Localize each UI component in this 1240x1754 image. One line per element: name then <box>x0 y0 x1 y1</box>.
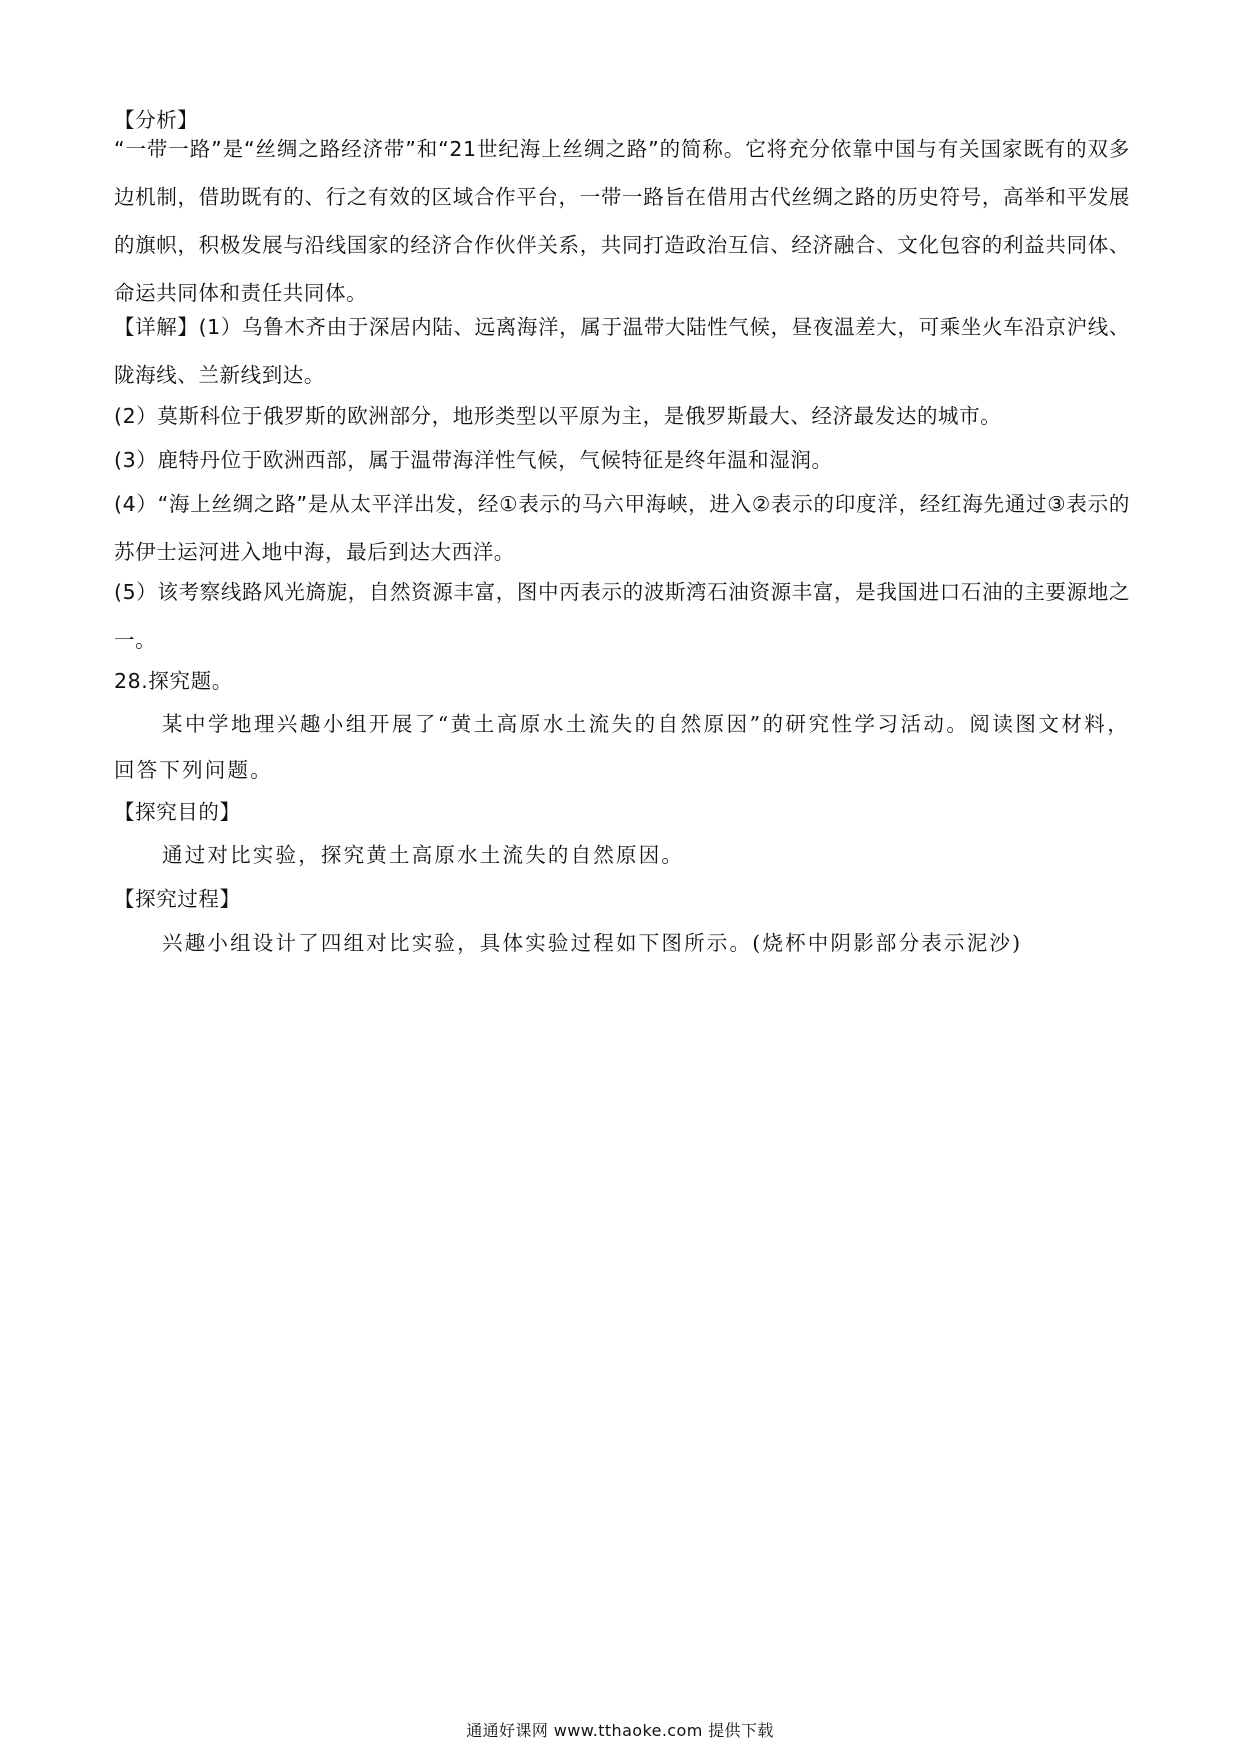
question-title: 28.探究题。 <box>114 669 233 693</box>
analysis-paragraph: “一带一路”是“丝绸之路经济带”和“21世纪海上丝绸之路”的简称。它将充分依靠中国与有关国家既有的双多边机制，借助既有的、行之有效的区域合作平台，一带一路旨在借用古代丝绸之路的历史符号，高举和平发展的旗帜，积极发展与沿线国家的经济合作伙伴关系，共同打造政治互信、经济融合、文化包容的利益共同体、命运共同体和责任共同体。 <box>114 137 1130 305</box>
process-text: 兴趣小组设计了四组对比实验，具体实验过程如下图所示。(烧杯中阴影部分表示泥沙) <box>162 931 1023 955</box>
details-item-3: (3）鹿特丹位于欧洲西部，属于温带海洋性气候，气候特征是终年温和湿润。 <box>114 448 833 472</box>
details-heading: 【详解】 <box>114 315 199 339</box>
purpose-heading: 【探究目的】 <box>114 800 241 824</box>
analysis-heading: 【分析】 <box>114 108 199 132</box>
details-item-5: (5）该考察线路风光旖旎，自然资源丰富，图中丙表示的波斯湾石油资源丰富，是我国进口石油的主要源地之一。 <box>114 580 1130 652</box>
details-item-2: (2）莫斯科位于俄罗斯的欧洲部分，地形类型以平原为主，是俄罗斯最大、经济最发达的城市。 <box>114 404 1002 428</box>
purpose-text: 通过对比实验，探究黄土高原水土流失的自然原因。 <box>162 843 685 867</box>
footer-source: 通通好课网 www.tthaoke.com 提供下载 <box>466 1721 774 1740</box>
details-paragraph-1 <box>114 303 1130 399</box>
process-heading: 【探究过程】 <box>114 887 241 911</box>
details-item-4: (4）“海上丝绸之路”是从太平洋出发，经①表示的马六甲海峡，进入②表示的印度洋，经红海先通过③表示的苏伊士运河进入地中海，最后到达大西洋。 <box>114 492 1130 564</box>
question-intro: 某中学地理兴趣小组开展了“黄土高原水土流失的自然原因”的研究性学习活动。阅读图文材料，回答下列问题。 <box>114 712 1130 782</box>
details-item-1: (1）乌鲁木齐由于深居内陆、远离海洋，属于温带大陆性气候，昼夜温差大，可乘坐火车沿京沪线、陇海线、兰新线到达。 <box>114 315 1130 387</box>
